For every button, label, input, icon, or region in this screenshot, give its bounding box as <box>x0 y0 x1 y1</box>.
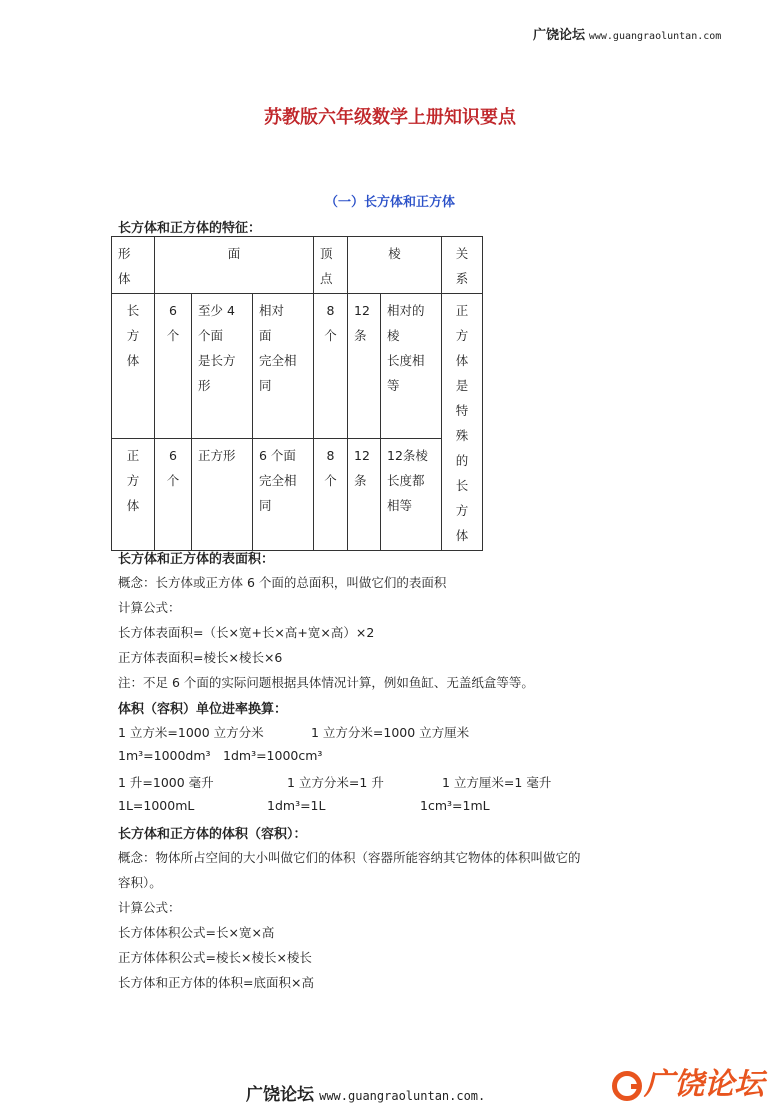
table-header-cell: 顶 点 <box>314 237 348 294</box>
table-cell: 正 方 体 是 特 殊 的 长 方 体 <box>442 294 483 551</box>
table-header-cell: 关 系 <box>442 237 483 294</box>
table-cell: 长 方 体 <box>112 294 155 439</box>
volume-heading: 长方体和正方体的体积（容积）： <box>118 827 307 842</box>
units-heading: 体积（容积）单位进率换算： <box>118 702 288 717</box>
volume-concept: 概念：物体所占空间的大小叫做它们的体积（容器所能容纳其它物体的体积叫做它的 <box>118 850 581 865</box>
header-url[interactable]: www.guangraoluntan.com <box>588 31 722 42</box>
volume-formula-general: 长方体和正方体的体积=底面积×高 <box>118 975 314 990</box>
page-header <box>533 24 721 43</box>
table-cell: 8 个 <box>314 439 348 551</box>
surface-formula-label: 计算公式： <box>118 600 181 615</box>
unit-conversion: 1 立方厘米=1 毫升 <box>442 775 552 790</box>
table-cell: 12 条 <box>348 294 381 439</box>
table-header-row <box>112 237 483 294</box>
unit-conversion: 1 升=1000 毫升 <box>118 775 214 790</box>
table-cell: 12 条 <box>348 439 381 551</box>
volume-formula-cube: 正方体体积公式=棱长×棱长×棱长 <box>118 950 312 965</box>
footer-brand: 广饶论坛 <box>246 1085 314 1105</box>
table-cell: 6 个 <box>155 294 192 439</box>
table-cell: 12条棱 长度都 相等 <box>381 439 442 551</box>
volume-concept-cont: 容积）。 <box>118 875 162 890</box>
unit-conversion: 1dm³=1L <box>267 798 326 813</box>
unit-conversion: 1L=1000mL <box>118 798 195 813</box>
page-footer <box>246 1080 485 1105</box>
table-cell: 相对 面 完全相 同 <box>253 294 314 439</box>
section-title: （一）长方体和正方体 <box>324 195 455 210</box>
unit-conversion: 1m³=1000dm³ <box>118 748 211 763</box>
surface-formula-cube: 正方体表面积=棱长×棱长×6 <box>118 650 283 665</box>
table-header-cell: 形 体 <box>112 237 155 294</box>
table-cell: 6 个面 完全相 同 <box>253 439 314 551</box>
surface-note: 注：不足 6 个面的实际问题根据具体情况计算，例如鱼缸、无盖纸盒等等。 <box>118 675 534 690</box>
volume-formula-cuboid: 长方体体积公式=长×宽×高 <box>118 925 275 940</box>
volume-formula-label: 计算公式： <box>118 900 181 915</box>
table-cell: 8 个 <box>314 294 348 439</box>
footer-url[interactable]: www.guangraoluntan.com. <box>319 1089 486 1103</box>
features-table <box>111 236 483 551</box>
unit-conversion: 1cm³=1mL <box>420 798 490 813</box>
header-brand: 广饶论坛 <box>533 28 586 43</box>
unit-conversion: 1dm³=1000cm³ <box>223 748 323 763</box>
table-cell: 至少 4 个面 是长方 形 <box>192 294 253 439</box>
table-header-cell: 面 <box>155 237 314 294</box>
table-row <box>112 294 483 439</box>
logo-text: 广饶论坛 <box>644 1067 764 1102</box>
table-cell: 6 个 <box>155 439 192 551</box>
surface-formula-cuboid: 长方体表面积=（长×宽+长×高+宽×高）×2 <box>118 625 375 640</box>
unit-conversion: 1 立方分米=1000 立方厘米 <box>311 725 470 740</box>
table-cell: 相对的 棱 长度相 等 <box>381 294 442 439</box>
table-header-cell: 棱 <box>348 237 442 294</box>
site-logo <box>612 1059 764 1103</box>
table-row <box>112 439 483 551</box>
features-heading: 长方体和正方体的特征： <box>118 221 262 236</box>
g-circle-logo-icon <box>612 1071 642 1101</box>
surface-concept: 概念：长方体或正方体 6 个面的总面积，叫做它们的表面积 <box>118 575 447 590</box>
table-cell: 正方形 <box>192 439 253 551</box>
surface-heading: 长方体和正方体的表面积： <box>118 552 275 567</box>
table-cell: 正 方 体 <box>112 439 155 551</box>
document-title: 苏教版六年级数学上册知识要点 <box>264 107 516 128</box>
unit-conversion: 1 立方分米=1 升 <box>287 775 384 790</box>
unit-conversion: 1 立方米=1000 立方分米 <box>118 725 264 740</box>
